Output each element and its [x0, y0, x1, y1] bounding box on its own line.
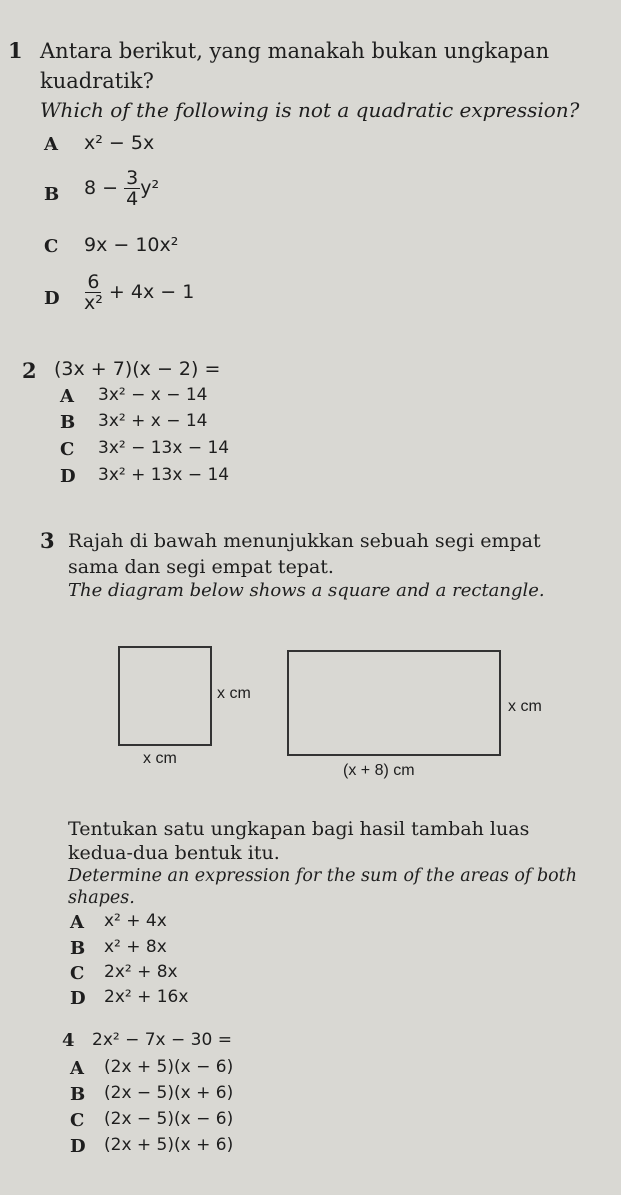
- q3-option-c-expr: 2x² + 8x: [104, 962, 178, 982]
- q4-option-c-label: C: [70, 1110, 85, 1131]
- q2-option-a-label: A: [60, 386, 74, 407]
- q1-option-c-label: C: [44, 236, 59, 257]
- q3-option-d-expr: 2x² + 16x: [104, 987, 189, 1007]
- q1-prompt-ms-line1: Antara berikut, yang manakah bukan ungkapan: [40, 39, 550, 63]
- q3-task-en-line2: shapes.: [68, 888, 135, 908]
- q2-option-b-label: B: [60, 412, 76, 433]
- q4-option-d-label: D: [70, 1136, 86, 1157]
- q4-option-c-expr: (2x − 5)(x − 6): [104, 1109, 234, 1129]
- square-side-label: x cm: [217, 685, 251, 702]
- rectangle-bottom-label: (x + 8) cm: [343, 762, 415, 779]
- q2-number: 2: [22, 358, 37, 383]
- q3-option-a-label: A: [70, 912, 84, 933]
- q4-option-b-label: B: [70, 1084, 86, 1105]
- q1-option-a-expr: x² − 5x: [84, 132, 155, 154]
- q1-option-b-fraction: [124, 168, 140, 209]
- q4-option-a-expr: (2x + 5)(x − 6): [104, 1057, 234, 1077]
- q1-option-b-numerator: 3: [126, 167, 139, 189]
- q2-option-b-expr: 3x² + x − 14: [98, 411, 208, 431]
- q1-option-d-suffix: + 4x − 1: [108, 281, 195, 303]
- q1-prompt-en: Which of the following is not a quadratic expression?: [40, 98, 580, 122]
- square-shape: [118, 646, 212, 746]
- q3-option-b-expr: x² + 8x: [104, 937, 167, 957]
- q4-number: 4: [62, 1030, 75, 1051]
- q1-prompt-ms-line2: kuadratik?: [40, 69, 154, 93]
- q1-option-b-expr: [84, 168, 159, 209]
- q1-option-b-prefix: 8 −: [84, 177, 119, 199]
- q1-option-c-expr: 9x − 10x²: [84, 234, 179, 256]
- q3-option-c-label: C: [70, 963, 85, 984]
- q3-number: 3: [40, 528, 55, 553]
- square-bottom-label: x cm: [143, 750, 177, 767]
- q2-option-c-expr: 3x² − 13x − 14: [98, 438, 230, 458]
- rectangle-shape: [287, 650, 501, 756]
- q2-option-c-label: C: [60, 439, 75, 460]
- q1-option-a-label: A: [44, 134, 58, 155]
- q1-option-b-label: B: [44, 184, 60, 205]
- q2-option-a-expr: 3x² − x − 14: [98, 385, 208, 405]
- q2-prompt: (3x + 7)(x − 2) =: [54, 358, 221, 380]
- q1-option-d-denominator: x²: [84, 292, 103, 314]
- q1-option-d-fraction: [84, 272, 103, 313]
- q4-option-a-label: A: [70, 1058, 84, 1079]
- q3-prompt-en: The diagram below shows a square and a rectangle.: [68, 580, 545, 601]
- q1-number: 1: [8, 38, 23, 63]
- q3-prompt-ms-line1: Rajah di bawah menunjukkan sebuah segi empat: [68, 530, 541, 552]
- q3-task-ms-line1: Tentukan satu ungkapan bagi hasil tambah luas: [68, 818, 530, 840]
- q3-task-en-line1: Determine an expression for the sum of the areas of both: [68, 866, 577, 886]
- rectangle-side-label: x cm: [508, 698, 542, 715]
- q4-option-d-expr: (2x + 5)(x + 6): [104, 1135, 234, 1155]
- q3-option-d-label: D: [70, 988, 86, 1009]
- q3-option-b-label: B: [70, 938, 86, 959]
- q2-option-d-expr: 3x² + 13x − 14: [98, 465, 230, 485]
- q1-option-b-suffix: y²: [140, 177, 160, 199]
- q1-option-d-expr: [84, 272, 194, 313]
- q2-option-d-label: D: [60, 466, 76, 487]
- q1-option-d-label: D: [44, 288, 60, 309]
- q1-option-d-numerator: 6: [87, 271, 100, 293]
- q3-prompt-ms-line2: sama dan segi empat tepat.: [68, 556, 334, 578]
- q1-option-b-denominator: 4: [126, 188, 139, 210]
- q4-prompt: 2x² − 7x − 30 =: [92, 1030, 232, 1050]
- q4-option-b-expr: (2x − 5)(x + 6): [104, 1083, 234, 1103]
- q3-option-a-expr: x² + 4x: [104, 911, 167, 931]
- q3-task-ms-line2: kedua-dua bentuk itu.: [68, 842, 280, 864]
